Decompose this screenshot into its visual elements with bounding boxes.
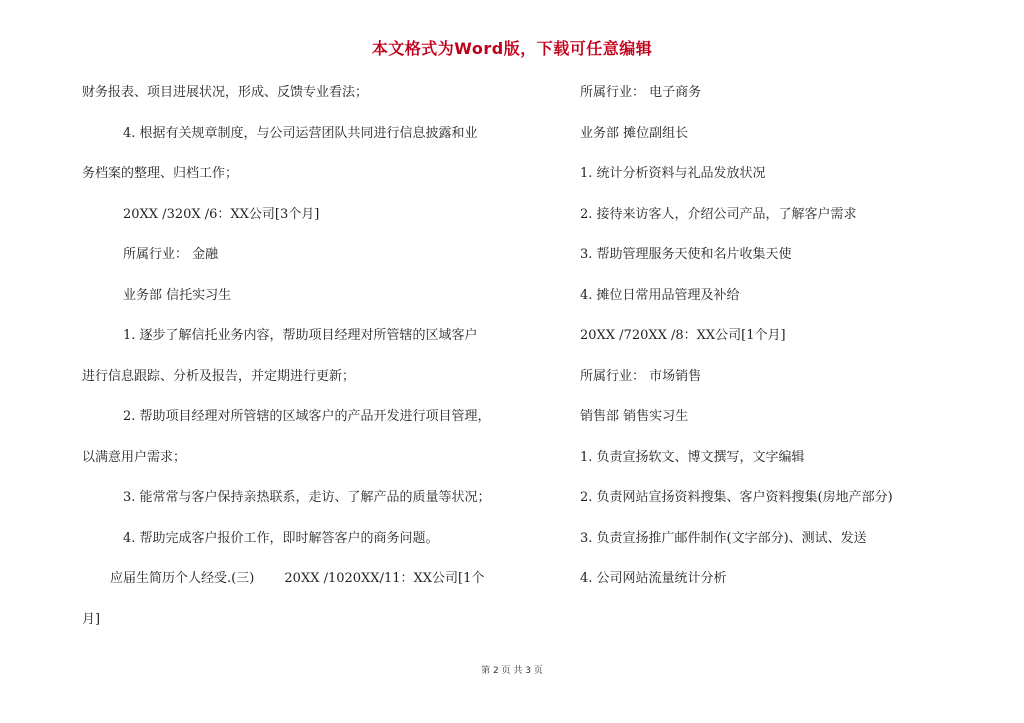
right-text-line: 2. 负责网站宣扬资料搜集、客户资料搜集(房地产部分) [580,490,893,505]
right-text-line: 20XX /720XX /8：XX公司[1个月] [580,328,786,343]
left-text-line: 2. 帮助项目经理对所管辖的区域客户的产品开发进行项目管理， [123,409,491,424]
left-text-line: 应届生简历个人经受.(三) 20XX /1020XX/11：XX公司[1个 [110,571,485,586]
right-text-line: 业务部 摊位副组长 [580,125,689,141]
left-text-line: 以满意用户需求； [82,449,187,465]
right-text-line: 1. 统计分析资料与礼品发放状况 [580,166,766,181]
left-text-line: 月] [82,611,101,627]
right-text-line: 销售部 销售实习生 [580,409,689,424]
left-text-line: 业务部 信托实习生 [123,287,232,303]
left-text-line: 进行信息跟踪、分析及报告，并定期进行更新； [82,368,356,384]
left-text-line: 4. 根据有关规章制度，与公司运营团队共同进行信息披露和业 [123,125,478,141]
left-text-line: 20XX /320X /6：XX公司[3个月] [123,206,320,222]
right-text-line: 4. 摊位日常用品管理及补给 [580,287,740,303]
right-text-line: 2. 接待来访客人，介绍公司产品，了解客户需求 [580,206,857,222]
right-text-line: 所属行业： 市场销售 [580,368,702,384]
page-footer: 第 2 页 共 3 页 [481,666,543,676]
right-text-line: 3. 负责宣扬推广邮件制作(文字部分)、测试、发送 [580,530,867,546]
right-text-line: 所属行业： 电子商务 [580,85,702,100]
page-banner: 本文格式为Word版，下载可任意编辑 [371,39,653,58]
left-text-line: 务档案的整理、归档工作； [82,166,239,181]
right-text-line: 3. 帮助管理服务天使和名片收集天使 [580,247,792,262]
left-column [82,82,512,649]
left-text-line: 4. 帮助完成客户报价工作，即时解答客户的商务问题。 [123,530,439,546]
left-text-line: 财务报表、项目进展状况，形成、反馈专业看法； [82,85,369,100]
left-text-line: 3. 能常常与客户保持亲热联系，走访、了解产品的质量等状况； [123,490,491,505]
right-text-line: 1. 负责宣扬软文、博文撰写，文字编辑 [580,449,805,465]
right-text-line: 4. 公司网站流量统计分析 [580,571,727,586]
left-text-line: 1. 逐步了解信托业务内容，帮助项目经理对所管辖的区域客户 [123,328,478,343]
right-column [580,82,960,609]
left-text-line: 所属行业： 金融 [123,247,219,262]
